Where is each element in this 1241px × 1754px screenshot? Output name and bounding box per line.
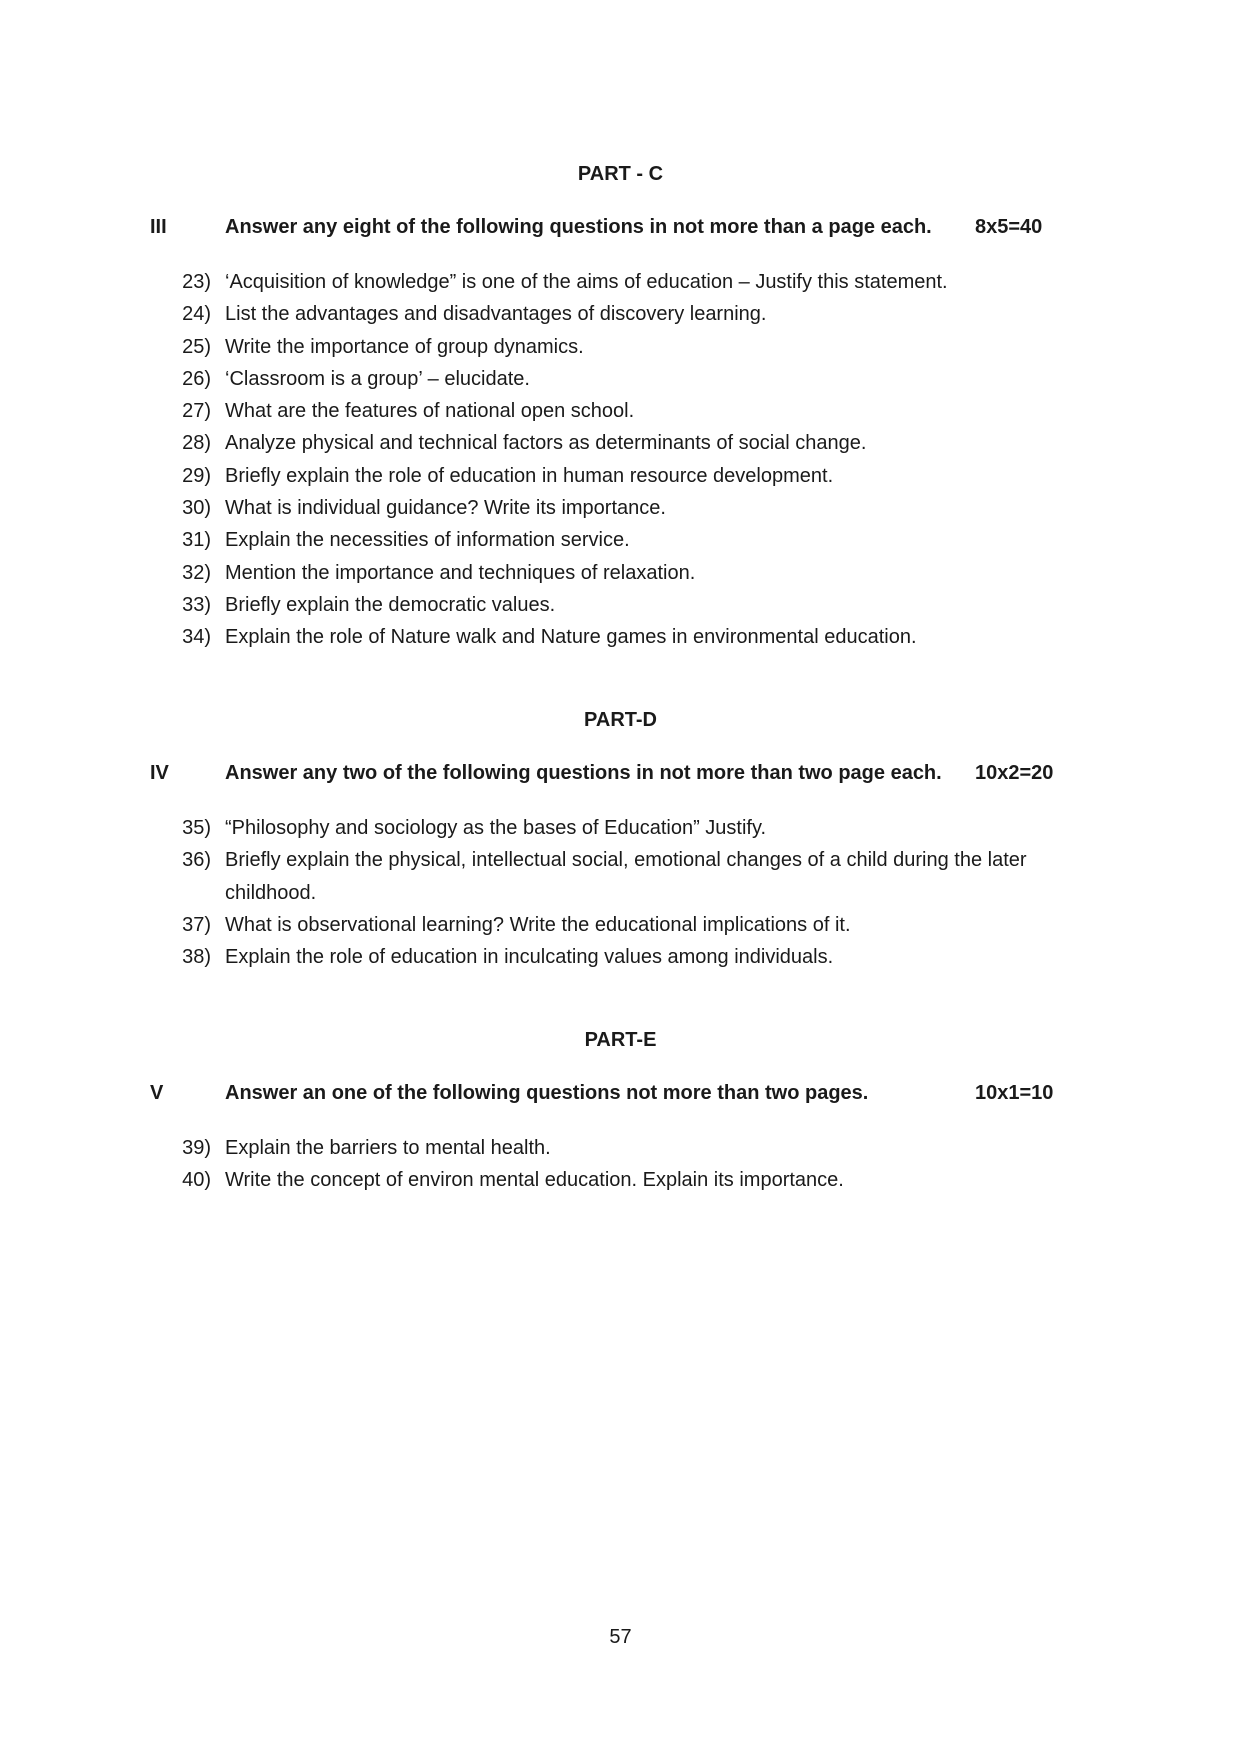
- section-roman-numeral: III: [150, 216, 167, 238]
- section-marks: 8x5=40: [975, 216, 1043, 238]
- question-item: [175, 460, 1095, 492]
- page-number: 57: [609, 1626, 632, 1648]
- section-iii-header: [150, 216, 1070, 244]
- question-item: [175, 941, 1095, 973]
- question-text: What is individual guidance? Write its importance.: [225, 497, 666, 520]
- question-number: 24): [182, 303, 211, 326]
- question-text: Write the importance of group dynamics.: [225, 335, 584, 358]
- question-item: [175, 1164, 1095, 1196]
- question-list-part-d: [175, 812, 1095, 973]
- part-c-title: PART - C: [577, 163, 664, 185]
- question-item: [175, 812, 1095, 844]
- question-text: Explain the barriers to mental health.: [225, 1137, 551, 1159]
- section-marks: 10x2=20: [975, 762, 1054, 784]
- question-number: 32): [182, 561, 211, 584]
- question-list-part-e: [175, 1132, 1095, 1197]
- question-item: [175, 524, 1095, 556]
- question-item: [175, 298, 1095, 330]
- section-marks: 10x1=10: [975, 1082, 1054, 1104]
- section-roman-numeral: V: [150, 1082, 164, 1104]
- question-number: 30): [182, 497, 211, 520]
- question-number: 23): [182, 271, 211, 293]
- question-number: 34): [182, 626, 211, 649]
- question-list-part-c: [175, 266, 1095, 654]
- question-item: [175, 589, 1095, 621]
- section-instruction: Answer an one of the following questions not more than two pages.: [225, 1082, 869, 1104]
- question-text: List the advantages and disadvantages of discovery learning.: [225, 303, 767, 326]
- section-instruction: Answer any two of the following questions in not more than two page each.: [225, 762, 942, 784]
- question-item: [175, 557, 1095, 589]
- question-text: Briefly explain the role of education in human resource development.: [225, 464, 834, 487]
- question-text: Explain the necessities of information service.: [225, 529, 630, 552]
- question-item: [175, 492, 1095, 524]
- part-e-title: PART-E: [584, 1029, 657, 1051]
- question-item: [175, 844, 1095, 909]
- question-text: Write the concept of environ mental education. Explain its importance.: [225, 1169, 844, 1192]
- question-number: 26): [182, 367, 211, 390]
- section-instruction: Answer any eight of the following questions in not more than a page each.: [225, 216, 932, 238]
- question-number: 25): [182, 335, 211, 358]
- question-number: 31): [182, 529, 211, 552]
- question-number: 27): [182, 400, 211, 423]
- question-text: Analyze physical and technical factors as determinants of social change.: [225, 432, 867, 455]
- question-text: Mention the importance and techniques of relaxation.: [225, 561, 696, 584]
- question-item: [175, 909, 1095, 941]
- question-text: What are the features of national open school.: [225, 400, 635, 423]
- question-item: [175, 395, 1095, 427]
- question-text: ‘Acquisition of knowledge” is one of the aims of education – Justify this statement.: [225, 271, 948, 293]
- section-iv-header: [150, 762, 1070, 790]
- question-number: 36): [182, 849, 211, 872]
- part-d-title: PART-D: [584, 709, 657, 731]
- question-number: 35): [182, 817, 211, 839]
- question-number: 40): [182, 1169, 211, 1192]
- question-number: 39): [182, 1137, 211, 1159]
- section-roman-numeral: IV: [150, 762, 169, 784]
- question-text: Explain the role of education in inculcating values among individuals.: [225, 946, 834, 969]
- question-number: 37): [182, 913, 211, 936]
- question-item: [175, 331, 1095, 363]
- question-text: Briefly explain the democratic values.: [225, 593, 556, 616]
- question-text: What is observational learning? Write the educational implications of it.: [225, 913, 851, 936]
- section-v-header: [150, 1082, 1070, 1110]
- question-number: 38): [182, 946, 211, 969]
- question-item: [175, 266, 1095, 298]
- question-text: Explain the role of Nature walk and Nature games in environmental education.: [225, 626, 917, 649]
- question-text: “Philosophy and sociology as the bases of Education” Justify.: [225, 817, 767, 839]
- question-text: Briefly explain the physical, intellectual social, emotional changes of a child during the later childhood.: [225, 849, 1027, 904]
- question-item: [175, 427, 1095, 459]
- question-number: 29): [182, 464, 211, 487]
- question-number: 33): [182, 593, 211, 616]
- question-item: [175, 363, 1095, 395]
- question-number: 28): [182, 432, 211, 455]
- question-item: [175, 621, 1095, 653]
- question-item: [175, 1132, 1095, 1164]
- question-text: ‘Classroom is a group’ – elucidate.: [225, 367, 530, 390]
